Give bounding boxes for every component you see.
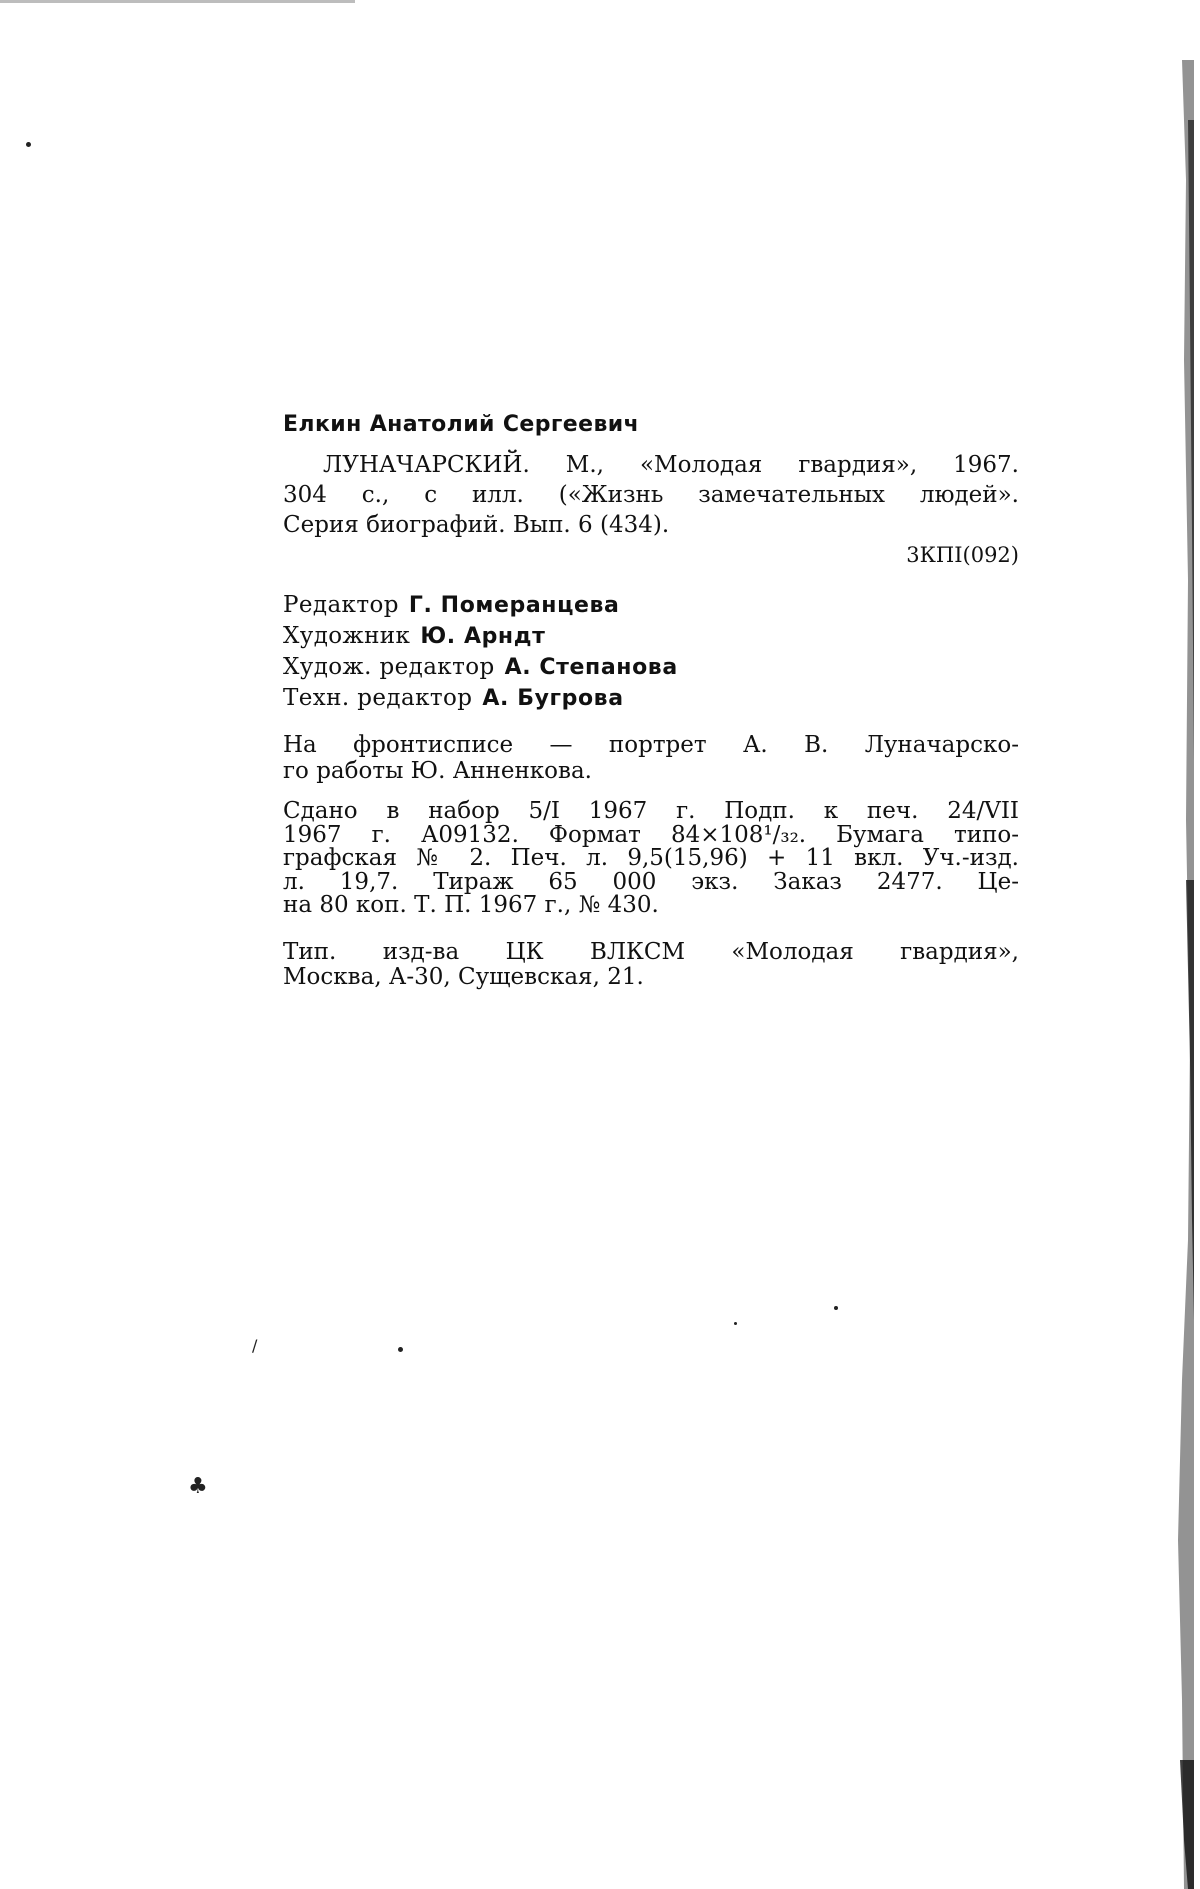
scan-mark: /: [252, 1336, 258, 1355]
frontispiece-line-2: го работы Ю. Анненкова.: [283, 758, 592, 784]
scan-speck: [26, 142, 31, 147]
classification-index: 3КПI(092): [906, 543, 1019, 567]
biblio-line-1: ЛУНАЧАРСКИЙ. М., «Молодая гвардия», 1967.: [323, 452, 1019, 478]
printing-imprint: [283, 800, 1019, 918]
credit-row: [283, 652, 1019, 683]
page-edge-shadow: [1152, 60, 1194, 1889]
credit-role: Редактор: [283, 592, 399, 618]
credit-name: Ю. Арндт: [420, 624, 546, 649]
credit-row: [283, 590, 1019, 621]
scan-speck: [834, 1306, 838, 1310]
credits-list: [283, 590, 1019, 714]
imprint-line-2: 1967 г. А09132. Формат 84×108¹/₃₂. Бумага типо-: [283, 821, 1019, 848]
frontispiece-line-1: На фронтисписе — портрет А. В. Луначарско-: [283, 732, 1019, 758]
credit-name: А. Степанова: [504, 655, 678, 680]
biblio-line-3: Серия биографий. Вып. 6 (434).: [283, 512, 670, 538]
printer-line-2: Москва, А-30, Сущевская, 21.: [283, 964, 644, 990]
scan-speck: [734, 1322, 737, 1325]
printer-line-1: Тип. изд-ва ЦК ВЛКСМ «Молодая гвардия»,: [283, 939, 1019, 965]
scan-speck: [398, 1347, 403, 1352]
credit-row: [283, 621, 1019, 652]
imprint-line-1: Сдано в набор 5/I 1967 г. Подп. к печ. 24/VII: [283, 798, 1019, 824]
author-name: Елкин Анатолий Сергеевич: [283, 412, 640, 437]
scan-mark: ♣: [188, 1474, 208, 1499]
credit-role: Техн. редактор: [283, 685, 473, 711]
credit-row: [283, 683, 1019, 714]
top-edge-rule: [0, 0, 355, 3]
imprint-line-5: на 80 коп. Т. П. 1967 г., № 430.: [283, 892, 659, 918]
bibliographic-description: [283, 450, 1019, 570]
imprint-line-3: графская № 2. Печ. л. 9,5(15,96) + 11 вкл. Уч.-изд.: [283, 845, 1019, 871]
credit-name: Г. Померанцева: [408, 593, 620, 618]
biblio-line-2: 304 с., с илл. («Жизнь замечательных людей».: [283, 482, 1019, 508]
frontispiece-note: [283, 732, 1019, 784]
imprint-line-4: л. 19,7. Тираж 65 000 экз. Заказ 2477. Це-: [283, 868, 1019, 895]
credit-role: Художник: [283, 623, 411, 649]
printer-address: [283, 940, 1019, 990]
credit-name: А. Бугрова: [482, 686, 624, 711]
credit-role: Худож. редактор: [283, 654, 495, 680]
